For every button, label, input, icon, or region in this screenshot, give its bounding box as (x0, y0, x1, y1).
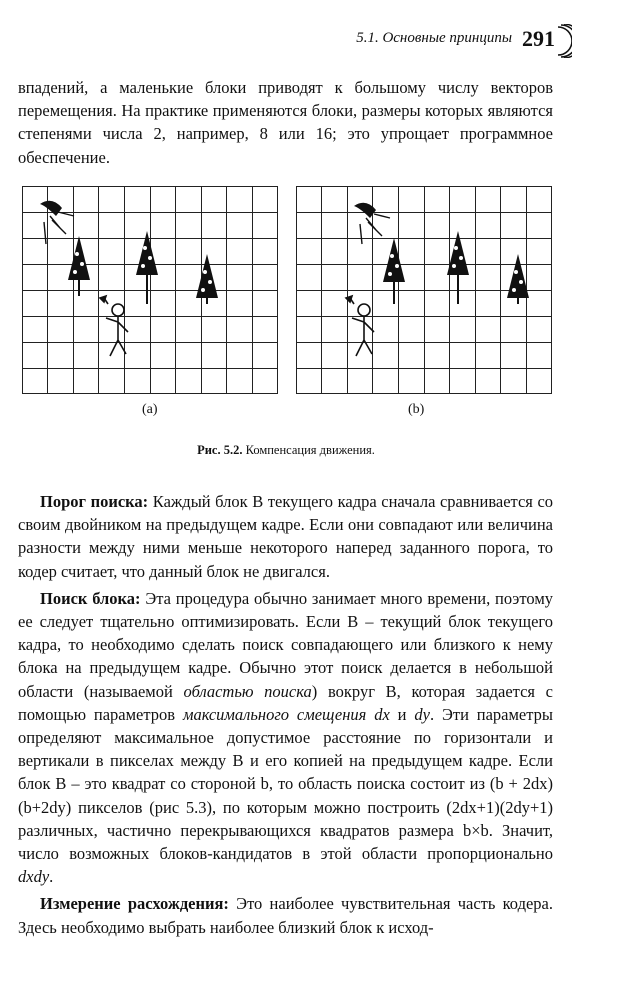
threshold-text: Каждый блок B текущего кадра сначала сравнивается со своим двойником на предыдущем кадре. Если они совпадают или величина разности между ними меньше некоторого наперед заданного порога, то кодер считает, что данный блок не двигался. (18, 492, 554, 581)
caption-lead: Рис. 5.2. (197, 443, 243, 457)
lamp-icon (40, 201, 74, 244)
tree-icon (68, 236, 90, 296)
measure-heading: Измерение расхождения: (40, 894, 229, 914)
paragraph-search (18, 587, 553, 889)
tree-icon (136, 231, 158, 304)
measure-text: Это наиболее чувствительная часть кодера. Здесь необходимо выбрать наиболее близкий блок к исход- (18, 894, 554, 937)
page-header (0, 26, 630, 56)
paragraph-measure (18, 892, 553, 938)
page-number: 291 (522, 26, 555, 51)
panel-label-b: (b) (408, 402, 425, 417)
panel-label-a: (a) (142, 402, 158, 417)
grid-lines (22, 186, 278, 394)
search-text-2: ) вокруг B, которая задается с помощью параметров (18, 681, 553, 724)
panel-b (296, 186, 552, 394)
tree-icon (507, 254, 529, 304)
caption-text: Компенсация движения. (245, 443, 375, 457)
intro-paragraph (18, 76, 553, 169)
tree-icon (447, 231, 469, 304)
search-term-dxdy: dxdy (18, 867, 50, 887)
search-text-4: . Эти параметры определяют максимальное допустимое расстояние по горизонтали и вертикали в пикселах между B и его копией на предыдущем кадре. Если блок B – это квадрат со стороной b, то область поиска состоит из (b + 2dx)(b+2dy) пикселов (рис 5.3), по которым можно построить (2dx+1)(2dy+1) различных, частично перекрывающихся квадратов размера b×b. Значит, число возможных блоков-кандидатов в этой области пропорционально (18, 704, 554, 864)
person-icon (100, 296, 128, 356)
figure-motion-compensation (18, 186, 554, 416)
figure-caption (0, 443, 572, 458)
person-icon (346, 296, 374, 356)
search-text-3: и (397, 704, 407, 724)
search-term-dy: dy (414, 704, 430, 724)
tree-icon (196, 254, 218, 304)
intro-text: впадений, а маленькие блоки приводят к большому числу векторов перемещения. На практике применяются блоки, размеры которых являются степенями числа 2, например, 8 или 16; это упрощает программное обеспечение. (18, 78, 553, 167)
search-text-1: Эта процедура обычно занимает много времени, поэтому ее следует тщательно оптимизировать. Если B – текущий блок текущего кадра, то необходимо сделать поиск совпадающего или близкого к нему блока на предыдущем кадре. Обычно этот поиск делается в небольшой области (называемой (18, 588, 554, 701)
search-heading: Поиск блока: (40, 588, 141, 608)
search-term-area: областью поиска (183, 681, 312, 701)
tree-icon (383, 238, 405, 304)
running-title: 5.1. Основные принципы (356, 30, 512, 46)
search-term-max-offset: максимального смещения dx (182, 704, 390, 724)
paragraph-threshold (18, 490, 553, 583)
body-text (18, 490, 553, 939)
page-number-ornament-icon (556, 24, 572, 58)
search-text-5: . (49, 867, 54, 887)
panel-a (22, 186, 278, 394)
threshold-heading: Порог поиска: (40, 492, 149, 511)
